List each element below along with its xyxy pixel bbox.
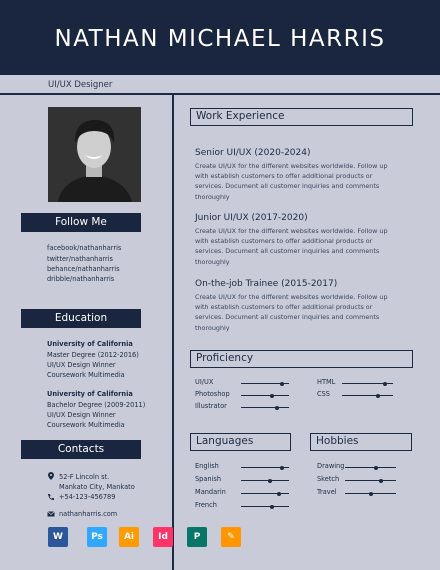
language-label: French [195, 501, 217, 509]
proficiency-skill-label: HTML [317, 378, 336, 386]
proficiency-skill-bar [241, 407, 289, 408]
language-label: Mandarin [195, 488, 226, 496]
phone-number[interactable]: +54-123-456789 [59, 493, 116, 501]
phone-icon [47, 493, 55, 501]
proficiency-skill-level-dot [383, 382, 387, 386]
language-bar [241, 493, 289, 494]
job-title-1: Senior UI/UX (2020-2024) [195, 148, 311, 158]
proficiency-heading: Proficiency [190, 350, 413, 368]
proficiency-skill-label: CSS [317, 390, 330, 398]
language-label: English [195, 462, 219, 470]
photoshop-icon: Ps [87, 527, 107, 547]
language-bar [241, 480, 289, 481]
job-desc-3: Create UI/UX for the different websites worldwide. Follow up with establish customers to offer additional products or services. Document all customer inquiries and comments thoroughly [195, 293, 388, 332]
hobby-level-dot [374, 466, 378, 470]
publisher-icon: P [187, 527, 207, 547]
address-line1: 52-F Lincoln st. [59, 473, 110, 481]
education-heading: Education [21, 309, 141, 328]
hobbies-heading: Hobbies [310, 433, 412, 451]
language-bar [241, 506, 289, 507]
proficiency-skill-bar [342, 395, 393, 396]
hobby-label: Drawing [317, 462, 345, 470]
job-desc-1: Create UI/UX for the different websites worldwide. Follow up with establish customers to offer additional products or services. Document all customer inquiries and comments thoroughly [195, 162, 388, 201]
proficiency-skill-bar [241, 395, 289, 396]
edu-line3-2: Coursework Multimedia [47, 421, 125, 429]
column-divider [172, 94, 174, 570]
edu-school-1: University of California [47, 340, 133, 348]
social-facebook[interactable]: facebook/nathanharris [47, 244, 122, 252]
edu-degree-2: Bachelor Degree (2009-2011) [47, 401, 146, 409]
social-behance[interactable]: behance/nathanharris [47, 265, 120, 273]
job-desc-2: Create UI/UX for the different websites worldwide. Follow up with establish customers to offer additional products or services. Document all customer inquiries and comments thoroughly [195, 227, 388, 266]
proficiency-skill-label: Illustrator [195, 402, 227, 410]
proficiency-skill-level-dot [275, 406, 279, 410]
follow-heading: Follow Me [21, 213, 141, 232]
edu-school-2: University of California [47, 390, 133, 398]
proficiency-skill-level-dot [376, 394, 380, 398]
hobby-level-dot [369, 492, 373, 496]
proficiency-skill-label: UI/UX [195, 378, 214, 386]
languages-heading: Languages [190, 433, 291, 451]
contacts-heading: Contacts [21, 440, 141, 459]
role-title: UI/UX Designer [48, 80, 113, 90]
language-level-dot [280, 466, 284, 470]
header-divider [0, 93, 440, 95]
proficiency-skill-level-dot [280, 382, 284, 386]
language-level-dot [270, 505, 274, 509]
hobby-label: Travel [317, 488, 337, 496]
language-level-dot [277, 492, 281, 496]
person-name: NATHAN MICHAEL HARRIS [54, 26, 386, 52]
language-label: Spanish [195, 475, 222, 483]
email-icon [47, 510, 55, 518]
edu-degree-1: Master Degree (2012-2016) [47, 351, 139, 359]
hobby-level-dot [379, 479, 383, 483]
pages-icon: ✎ [221, 527, 241, 547]
profile-photo [48, 107, 141, 202]
indesign-icon: Id [153, 527, 173, 547]
word-icon: W [48, 527, 68, 547]
proficiency-skill-label: Photoshop [195, 390, 230, 398]
location-pin-icon [47, 472, 55, 480]
address-line2: Mankato City, Mankato [59, 483, 135, 491]
edu-line2-2: UI/UX Design Winner [47, 411, 116, 419]
website-link[interactable]: nathanharris.com [59, 510, 118, 518]
hobby-bar [345, 480, 396, 481]
hobby-bar [345, 467, 396, 468]
edu-line2-1: UI/UX Design Winner [47, 361, 116, 369]
work-heading: Work Experience [190, 108, 413, 126]
hobby-label: Sketch [317, 475, 340, 483]
proficiency-skill-level-dot [270, 394, 274, 398]
job-title-2: Junior UI/UX (2017-2020) [195, 213, 308, 223]
edu-line3-1: Coursework Multimedia [47, 371, 125, 379]
social-twitter[interactable]: twitter/nathanharris [47, 255, 113, 263]
language-level-dot [268, 479, 272, 483]
social-dribble[interactable]: dribble/nathanharris [47, 275, 115, 283]
job-title-3: On-the-job Trainee (2015-2017) [195, 279, 338, 289]
illustrator-icon: Ai [119, 527, 139, 547]
